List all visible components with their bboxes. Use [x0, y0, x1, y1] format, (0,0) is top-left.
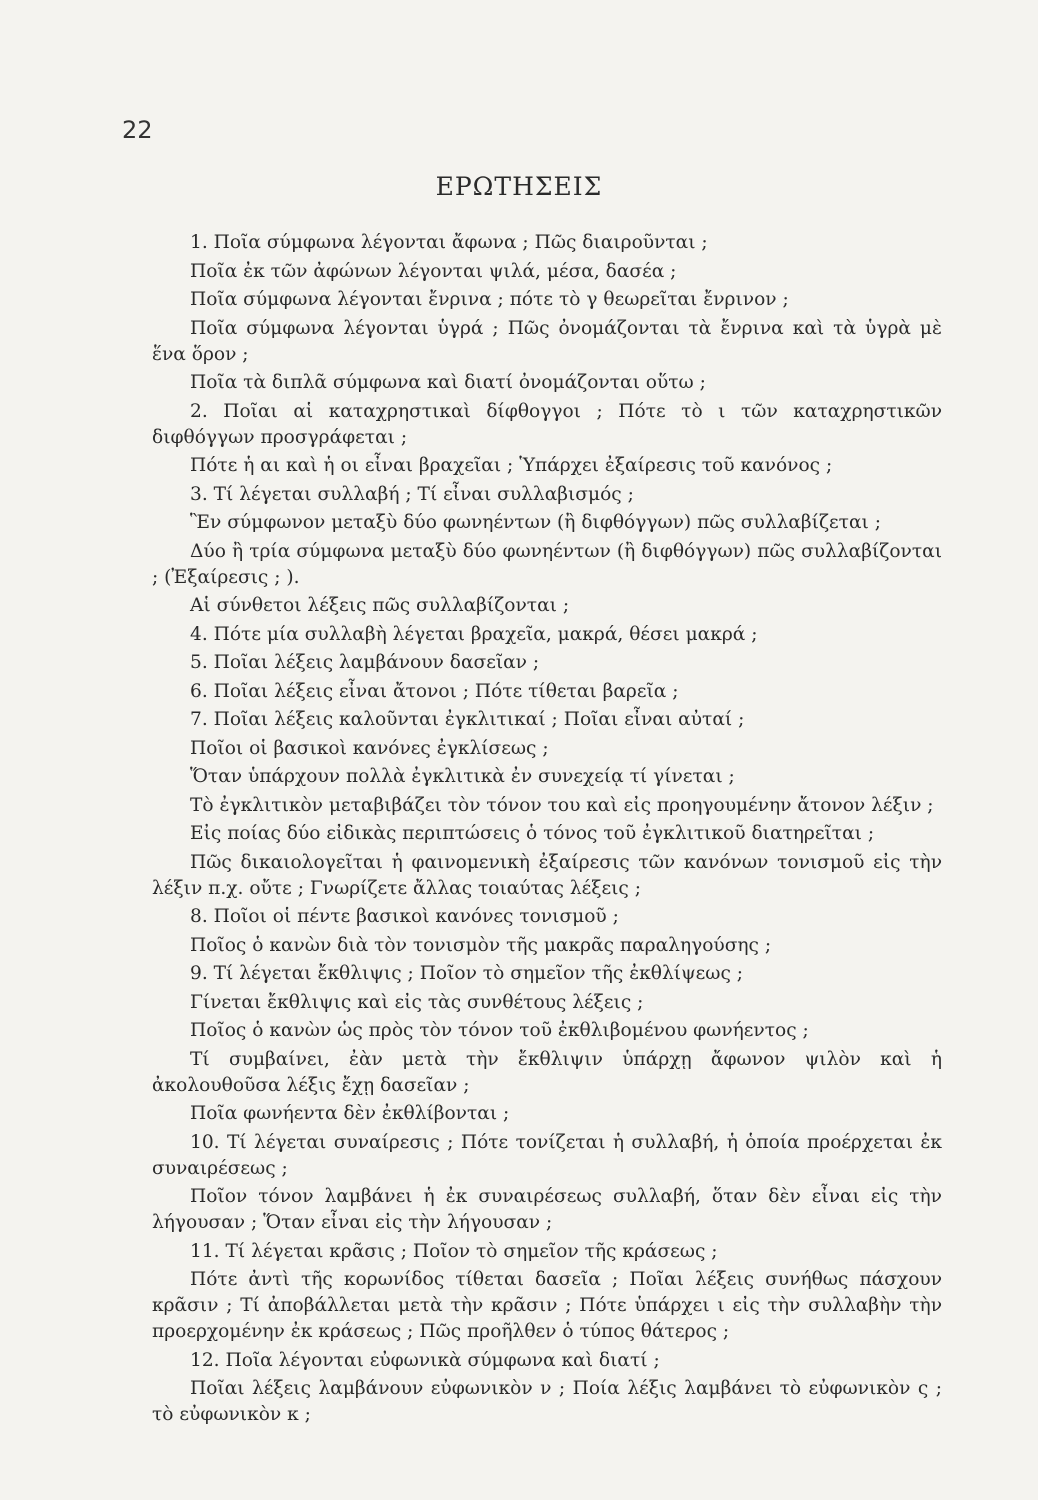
question-paragraph: Πότε ἀντὶ τῆς κορωνίδος τίθεται δασεῖα ; Ποῖαι λέξεις συνήθως πάσχουν κρᾶσιν ; Τί ἀποβάλλεται μετὰ τὴν κρᾶσιν ; Πότε ὑπάρχει ι εἰς τὴν συλλαβὴν τὴν προερχομένην ἐκ κράσεως ; Πῶς προῆλθεν ὁ τύπος θάτερος ;	[152, 1269, 942, 1342]
question-paragraph: 7. Ποῖαι λέξεις καλοῦνται ἐγκλιτικαί ; Ποῖαι εἶναι αὐταί ;	[190, 709, 745, 730]
question-paragraph: Ἓν σύμφωνον μεταξὺ δύο φωνηέντων (ἢ διφθόγγων) πῶς συλλαβίζεται ;	[190, 512, 881, 533]
page-number: 22	[122, 116, 153, 144]
question-paragraph: 11. Τί λέγεται κρᾶσις ; Ποῖον τὸ σημεῖον τῆς κράσεως ;	[190, 1240, 718, 1262]
question-paragraph: 6. Ποῖαι λέξεις εἶναι ἄτονοι ; Πότε τίθεται βαρεῖα ;	[190, 680, 679, 702]
question-paragraph: 10. Τί λέγεται συναίρεσις ; Πότε τονίζεται ἡ συλλαβή, ἡ ὁποία προέρχεται ἐκ συναιρέσεως ;	[152, 1131, 942, 1179]
question-paragraph: Δύο ἢ τρία σύμφωνα μεταξὺ δύο φωνηέντων (ἢ διφθόγγων) πῶς συλλαβίζονται ; (Ἐξαίρεσις ; ).	[152, 540, 942, 588]
question-paragraph: Ποῖος ὁ κανὼν ὡς πρὸς τὸν τόνον τοῦ ἐκθλιβομένου φωνήεντος ;	[190, 1020, 809, 1041]
question-paragraph: Γίνεται ἔκθλιψις καὶ εἰς τὰς συνθέτους λέξεις ;	[190, 991, 644, 1013]
question-paragraph: 3. Τί λέγεται συλλαβή ; Τί εἶναι συλλαβισμός ;	[190, 483, 634, 505]
question-paragraph: 12. Ποῖα λέγονται εὐφωνικὰ σύμφωνα καὶ διατί ;	[190, 1349, 660, 1371]
question-paragraph: Ποῖα σύμφωνα λέγονται ὑγρά ; Πῶς ὀνομάζονται τὰ ἔνρινα καὶ τὰ ὑγρὰ μὲ ἕνα ὅρον ;	[152, 317, 942, 365]
question-paragraph: Τί συμβαίνει, ἐὰν μετὰ τὴν ἔκθλιψιν ὑπάρχῃ ἄφωνον ψιλὸν καὶ ἡ ἀκολουθοῦσα λέξις ἔχῃ δασεῖαν ;	[152, 1048, 942, 1096]
page-heading: ΕΡΩΤΗΣΕΙΣ	[435, 172, 603, 201]
question-paragraph: Ποῖα ἐκ τῶν ἀφώνων λέγονται ψιλά, μέσα, δασέα ;	[190, 260, 677, 282]
question-paragraph: Ποῖοι οἱ βασικοὶ κανόνες ἐγκλίσεως ;	[190, 737, 549, 759]
question-paragraph: Αἱ σύνθετοι λέξεις πῶς συλλαβίζονται ;	[190, 595, 570, 616]
question-paragraph: Τὸ ἐγκλιτικὸν μεταβιβάζει τὸν τόνον του καὶ εἰς προηγουμένην ἄτονον λέξιν ;	[190, 794, 934, 816]
question-paragraph: 8. Ποῖοι οἱ πέντε βασικοὶ κανόνες τονισμοῦ ;	[190, 906, 619, 927]
question-paragraph: 2. Ποῖαι αἱ καταχρηστικαὶ δίφθογγοι ; Πότε τὸ ι τῶν καταχρηστικῶν διφθόγγων προσγράφεται ;	[152, 400, 942, 448]
question-paragraph: Ποῖαι λέξεις λαμβάνουν εὐφωνικὸν ν ; Ποία λέξις λαμβάνει τὸ εὐφωνικὸν ς ; τὸ εὐφωνικὸν κ ;	[152, 1378, 942, 1425]
question-paragraph: Πῶς δικαιολογεῖται ἡ φαινομενικὴ ἐξαίρεσις τῶν κανόνων τονισμοῦ εἰς τὴν λέξιν π.χ. οὔτε ; Γνωρίζετε ἄλλας τοιαύτας λέξεις ;	[152, 851, 942, 899]
question-paragraph: Πότε ἡ αι καὶ ἡ οι εἶναι βραχεῖαι ; Ὑπάρχει ἐξαίρεσις τοῦ κανόνος ;	[190, 455, 833, 476]
question-paragraph: Ποῖος ὁ κανὼν διὰ τὸν τονισμὸν τῆς μακρᾶς παραληγούσης ;	[190, 934, 772, 956]
question-paragraph: 5. Ποῖαι λέξεις λαμβάνουν δασεῖαν ;	[190, 652, 540, 673]
questions-body	[152, 230, 942, 1431]
question-paragraph: Ποῖα σύμφωνα λέγονται ἔνρινα ; πότε τὸ γ θεωρεῖται ἔνρινον ;	[190, 289, 789, 310]
question-paragraph: Ὅταν ὑπάρχουν πολλὰ ἐγκλιτικὰ ἐν συνεχείᾳ τί γίνεται ;	[190, 766, 735, 787]
question-paragraph: Ποῖα τὰ διπλᾶ σύμφωνα καὶ διατί ὀνομάζονται οὕτω ;	[190, 372, 706, 393]
question-paragraph: Ποῖον τόνον λαμβάνει ἡ ἐκ συναιρέσεως συλλαβή, ὅταν δὲν εἶναι εἰς τὴν λήγουσαν ; Ὅταν εἶναι εἰς τὴν λήγουσαν ;	[152, 1186, 942, 1233]
question-paragraph: 4. Πότε μία συλλαβὴ λέγεται βραχεῖα, μακρά, θέσει μακρά ;	[190, 623, 758, 645]
question-paragraph: 9. Τί λέγεται ἔκθλιψις ; Ποῖον τὸ σημεῖον τῆς ἐκθλίψεως ;	[190, 963, 744, 984]
question-paragraph: Εἰς ποίας δύο εἰδικὰς περιπτώσεις ὁ τόνος τοῦ ἐγκλιτικοῦ διατηρεῖται ;	[190, 823, 875, 844]
question-paragraph: Ποῖα φωνήεντα δὲν ἐκθλίβονται ;	[190, 1103, 510, 1124]
question-paragraph: 1. Ποῖα σύμφωνα λέγονται ἄφωνα ; Πῶς διαιροῦνται ;	[190, 232, 708, 253]
